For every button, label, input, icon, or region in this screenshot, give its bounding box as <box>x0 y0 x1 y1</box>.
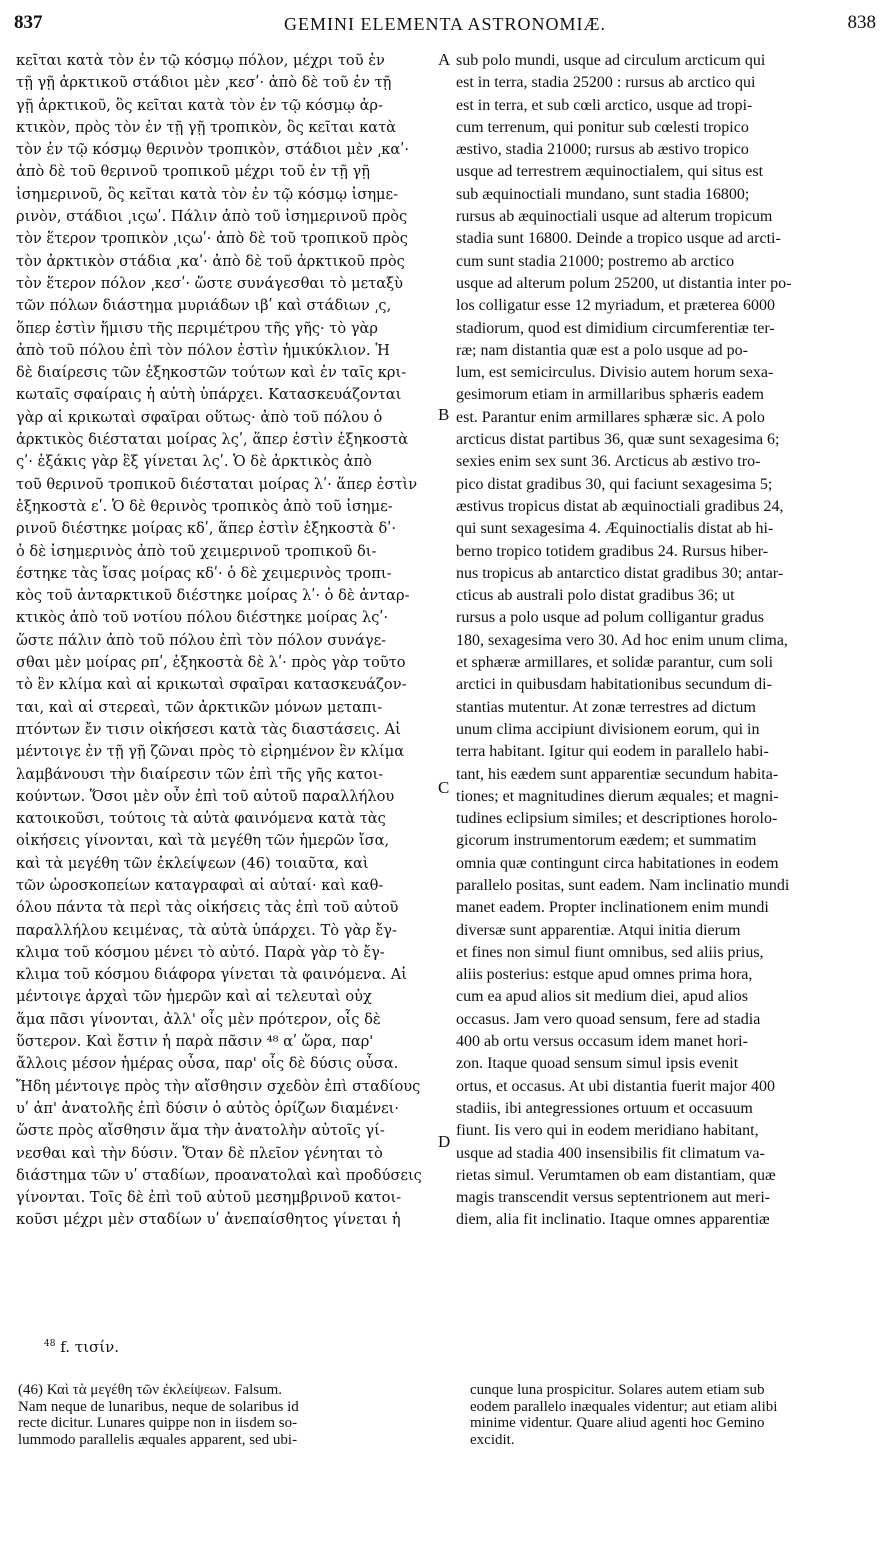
latin-text-line: aliis posterius: estque apud omnes prima hora, <box>456 966 753 984</box>
latin-text-line: zon. Itaque quoad sensum simul ipsis evenit <box>456 1055 739 1073</box>
note-line: (46) Καὶ τὰ μεγέθη τῶν ἐκλείψεων. Falsum. <box>18 1382 283 1398</box>
greek-text-line: κατοικοῦσι, τούτοις τὰ αὐτὰ φαινόμενα κατὰ τὰς <box>16 810 386 828</box>
greek-text-line: ἅμα πᾶσι γίνονται, ἀλλ' οἷς μὲν πρότερον, οἷς δὲ <box>16 1010 381 1028</box>
greek-text-line: όλου πάντα τὰ περὶ τὰς οἰκήσεις τὰς ἐπὶ τοῦ αὐτοῦ <box>16 899 399 917</box>
note-line: cunque luna prospicitur. Solares autem etiam sub <box>470 1382 765 1398</box>
greek-text-line: ὥστε πάλιν ἀπὸ τοῦ πόλου ἐπὶ τὸν πόλον συνάγε- <box>16 631 387 649</box>
greek-text-line: τῶν ὡροσκοπείων καταγραφαὶ αἱ αὐταί· καὶ καθ- <box>16 876 384 894</box>
latin-text-line: stadiis, ibi antegressiones ortuum et occasuum <box>456 1099 753 1117</box>
greek-text-line: διάστημα τῶν υʹ σταδίων, προανατολαὶ καὶ προδύσεις <box>16 1166 422 1184</box>
greek-text-line: Ἤδη μέντοιγε πρὸς τὴν αἴσθησιν σχεδὸν ἐπὶ σταδίους <box>16 1077 421 1095</box>
latin-text-line: nus tropicus ab antarctico distat gradibus 30; antar- <box>456 564 784 582</box>
greek-text-line: ὅπερ ἐστὶν ἥμισυ τῆς περιμέτρου τῆς γῆς· τὸ γὰρ <box>16 319 378 337</box>
greek-text-line: γίνονται. Τοῖς δὲ ἐπὶ τοῦ αὐτοῦ μεσημβρινοῦ κατοι- <box>16 1189 402 1207</box>
running-header <box>14 12 876 38</box>
greek-text-line: κεῖται κατὰ τὸν ἐν τῷ κόσμῳ πόλον, μέχρι τοῦ ἐν <box>16 52 385 69</box>
latin-text-line: æstivo, stadia 21000; rursus ab æstivo tropico <box>456 141 749 159</box>
greek-text-line: ἑξηκοστὰ εʹ. Ὁ δὲ θερινὸς τροπικὸς ἀπὸ τοῦ ἰσημε- <box>16 497 393 515</box>
greek-text-line: κωταῖς σφαίραις ἡ αὐτὴ ὑπάρχει. Κατασκευάζονται <box>16 386 402 404</box>
latin-text-column <box>456 50 876 1232</box>
latin-text-line: arctici in quibusdam habitationibus secundum di- <box>456 676 772 694</box>
latin-text-line: cum ea apud alios sit medium diei, apud alios <box>456 988 748 1006</box>
latin-text-line: et fines non simul fiunt omnibus, sed aliis prius, <box>456 943 764 961</box>
latin-text-line: usque ad stadia 400 insensibilis fit climatum va- <box>456 1144 765 1162</box>
greek-text-line: τὸν ἕτερον πόλον ͵κεσʹ· ὥστε συνάγεσθαι τὸ μεταξὺ <box>16 274 404 292</box>
running-title: GEMINI ELEMENTA ASTRONOMIÆ. <box>283 14 607 34</box>
greek-text-line: τοῦ θερινοῦ τροπικοῦ διέσταται μοίρας λʹ· ἅπερ ἐστὶν <box>16 475 418 493</box>
latin-text-line: usque ad terrestrem æquinoctialem, qui situs est <box>456 163 764 181</box>
latin-text-line: 180, sexagesima vero 30. Ad hoc enim unum clima, <box>456 631 788 649</box>
greek-text-line: τῇ γῇ ἀρκτικοῦ στάδιοι μὲν ͵κεσʹ· ἀπὸ δὲ τοῦ ἐν τῇ <box>16 74 392 92</box>
note-line: Nam neque de lunaribus, neque de solaribus id <box>18 1398 299 1415</box>
latin-text-line: diversæ sunt apparentiæ. Atqui initia dierum <box>456 921 741 939</box>
latin-text-line: est. Parantur enim armillares sphæræ sic. A polo <box>456 408 765 426</box>
greek-text-line: οἰκήσεις γίνονται, καὶ τὰ μεγέθη τῶν ἡμερῶν ἴσα, <box>16 832 390 850</box>
greek-text-line: τὸ ἓν κλίμα καὶ αἱ κρικωταὶ σφαῖραι κατασκευάζον- <box>16 676 407 694</box>
greek-text-line: ἄλλοις μέσον ἡμέρας οὖσα, παρ' οἷς δὲ δύσις οὖσα. <box>16 1055 399 1073</box>
latin-text-line: magis transcendit versus septentrionem aut meri- <box>456 1189 771 1207</box>
greek-text-line: ὁ δὲ ἰσημερινὸς ἀπὸ τοῦ χειμερινοῦ τροπικοῦ δι- <box>16 542 377 560</box>
margin-marker-a: A <box>438 50 451 69</box>
latin-text-line: cticus ab australi polo distat gradibus 36; ut <box>456 587 735 605</box>
greek-text-line: ρινὸν, στάδιοι ͵ιςωʹ. Πάλιν ἀπὸ τοῦ ἰσημερινοῦ πρὸς <box>16 208 408 226</box>
latin-text-line: et sphæræ armillares, et solidæ parantur, cum soli <box>456 654 774 672</box>
greek-text-line: τὸν ἀρκτικὸν στάδια ͵καʹ· ἀπὸ δὲ τοῦ ἀρκτικοῦ πρὸς <box>16 252 405 270</box>
latin-text-line: arcticus distat partibus 36, quæ sunt sexagesima 6; <box>456 431 780 449</box>
latin-text-line: tiones; et magnitudines dierum æquales; et magni- <box>456 787 779 805</box>
latin-text-line: unum clima accipiunt divisionem eorum, qui in <box>456 720 760 738</box>
latin-text-line: qui sunt sexagesima 4. Æquinoctialis distat ab hi- <box>456 520 774 538</box>
note-line: recte dicitur. Lunares quippe non in iisdem so- <box>18 1415 298 1431</box>
greek-text-line: ὕστερον. Καὶ ἔστιν ἡ παρὰ πᾶσιν ⁴⁸ αʹ ὥρα, παρ' <box>16 1033 374 1051</box>
greek-text-line: λαμβάνουσι τὴν διαίρεσιν τῶν ἐπὶ τῆς γῆς κατοι- <box>16 765 384 783</box>
margin-marker-b: B <box>438 405 450 424</box>
latin-text-line: lum, est semicirculus. Divisio autem horum sexa- <box>456 364 774 382</box>
greek-text-line: κλιμα τοῦ κόσμου διάφορα γίνεται τὰ φαινόμενα. Αἱ <box>16 966 408 984</box>
latin-text-line: los colligatur esse 12 myriadum, et præterea 6000 <box>456 297 776 315</box>
footnote-number: 48 <box>44 1339 56 1349</box>
greek-text-line: γῇ ἀρκτικοῦ, ὃς κεῖται κατὰ τὸν ἐν τῷ κόσμῳ ἀρ- <box>16 96 383 114</box>
greek-text-line: παραλλήλου κειμένας, τὰ αὐτὰ ὑπάρχει. Τὸ γὰρ ἔγ- <box>16 921 397 939</box>
latin-text-line: sub polo mundi, usque ad circulum arcticum qui <box>456 52 766 69</box>
note-line: minime videntur. Quare aliud agenti hoc Gemino <box>470 1415 765 1431</box>
latin-text-line: berno tropico totidem gradibus 24. Rursus hiber- <box>456 542 769 560</box>
greek-text-line: κτικὸν, πρὸς τὸν ἐν τῇ γῇ τροπικὸν, ὃς κεῖται κατὰ <box>16 118 397 136</box>
note-line: lummodo parallelis æquales apparent, sed ubi- <box>18 1431 298 1448</box>
latin-text-line: est in terra, et sub cœli arctico, usque ad tropi- <box>456 96 753 114</box>
greek-text-line: υʹ ἀπ' ἀνατολῆς ἐπὶ δύσιν ὁ αὐτὸς ὁρίζων διαμένει· <box>16 1099 399 1117</box>
footnote-48 <box>44 1338 119 1356</box>
page-number-right: 838 <box>847 12 876 33</box>
greek-text-line: σθαι μὲν μοίρας ρπʹ, ἑξηκοστὰ δὲ λʹ· πρὸς γὰρ τοῦτο <box>16 654 406 672</box>
greek-text-line: δὲ διαίρεσις τῶν ἑξηκοστῶν τούτων καὶ ἐν ταῖς κρι- <box>16 364 407 382</box>
latin-text-line: rietas simul. Verumtamen ob eam distantiam, quæ <box>456 1166 776 1184</box>
greek-text-line: κὸς τοῦ ἀνταρκτικοῦ διέστηκε μοίρας λʹ· ὁ δὲ ἀνταρ- <box>16 587 410 605</box>
latin-text-line: cum sunt stadia 21000; postremo ab arctico <box>456 252 735 270</box>
greek-text-line: ἀπὸ δὲ τοῦ θερινοῦ τροπικοῦ μέχρι τοῦ ἐν τῇ γῇ <box>16 163 370 181</box>
latin-text-line: est in terra, stadia 25200 : rursus ab arctico qui <box>456 74 756 92</box>
greek-text-line: κλιμα τοῦ κόσμου μένει τὸ αὐτό. Παρὰ γὰρ τὸ ἔγ- <box>16 943 385 961</box>
latin-text-line: pico distat gradibus 30, qui faciunt sexagesima 5; <box>456 475 773 493</box>
latin-text-line: gesimorum etiam in armillaribus sphæris eadem <box>456 386 764 404</box>
greek-text-line: καὶ τὰ μεγέθη τῶν ἐκλείψεων (46) τοιαῦτα, καὶ <box>16 854 369 872</box>
latin-text-line: occasus. Jam vero quoad sensum, fere ad stadia <box>456 1010 761 1028</box>
greek-text-line: τῶν πόλων διάστημα μυριάδων ιβʹ καὶ στάδιων ͵ς, <box>16 297 392 315</box>
latin-text-line: stadiorum, quod est dimidium circumferentiæ ter- <box>456 319 775 337</box>
latin-text-line: manet eadem. Propter inclinationem enim mundi <box>456 899 769 917</box>
margin-marker-d: D <box>438 1132 451 1151</box>
margin-marker-c: C <box>438 778 450 797</box>
latin-text-line: usque ad alterum polum 25200, ut distantia inter po- <box>456 274 792 292</box>
note-line: eodem parallelo inæquales videntur; aut etiam alibi <box>470 1398 778 1415</box>
latin-text-line: æstivus tropicus distat ab æquinoctiali gradibus 24, <box>456 497 784 515</box>
latin-text-line: ræ; nam distantia quæ est a polo usque ad po- <box>456 341 748 359</box>
latin-text-line: rursus ab æquinoctiali usque ad alterum tropicum <box>456 208 773 226</box>
latin-text-line: stadia sunt 16800. Deinde a tropico usque ad arcti- <box>456 230 781 248</box>
latin-text-line: sub æquinoctiali mundano, sunt stadia 16800; <box>456 185 750 203</box>
note-line: excidit. <box>470 1431 515 1448</box>
greek-text-line: ἀπὸ τοῦ πόλου ἐπὶ τὸν πόλον ἐστὶν ἡμικύκλιον. Ἡ <box>16 341 390 359</box>
latin-text-line: cum terrenum, qui ponitur sub cœlesti tropico <box>456 118 749 136</box>
latin-text-line: tant, his eædem sunt apparentiæ secundum habita- <box>456 765 779 783</box>
greek-text-line: κοῦσι μέχρι μὲν σταδίων υʹ ἀνεπαίσθητος γίνεται ἡ <box>16 1211 401 1229</box>
greek-text-line: ςʹ· ἑξάκις γὰρ ἓξ γίνεται λςʹ. Ὁ δὲ ἀρκτικὸς ἀπὸ <box>16 453 372 471</box>
latin-text-line: diem, alia fit inclinatio. Itaque omnes apparentiæ <box>456 1211 770 1229</box>
page-number-left: 837 <box>14 12 43 33</box>
latin-text-line: stantias mutentur. At zonæ terrestres ad dictum <box>456 698 756 716</box>
footnote-text: f. τισίν. <box>60 1338 119 1356</box>
latin-text-line: sexies enim sex sunt 36. Arcticus ab æstivo tro- <box>456 453 761 471</box>
greek-text-line: κούντων. Ὅσοι μὲν οὖν ἐπὶ τοῦ αὐτοῦ παραλλήλου <box>16 787 395 805</box>
latin-text-line: terra habitant. Igitur qui eodem in parallelo habi- <box>456 743 769 761</box>
greek-text-line: μέντοιγε ἀρχαὶ τῶν ἡμερῶν καὶ αἱ τελευταὶ οὐχ <box>16 988 372 1006</box>
commentary-note-right <box>470 1382 880 1448</box>
latin-text-line: omnia quæ contingunt circa habitationes in eodem <box>456 854 779 872</box>
greek-text-line: πτόντων ἔν τισιν οἰκήσεσι κατὰ τὰς διαστάσεις. Αἱ <box>16 720 401 738</box>
greek-text-line: έστηκε τὰς ἴσας μοίρας κδʹ· ὁ δὲ χειμερινὸς τροπι- <box>16 564 392 582</box>
greek-text-line: ἰσημερινοῦ, ὃς κεῖται κατὰ τὸν ἐν τῷ κόσμῳ ἰσημε- <box>16 185 399 203</box>
latin-text-line: gicorum instrumentorum eædem; et summatim <box>456 832 757 850</box>
greek-text-line: τὸν ἕτερον τροπικὸν ͵ιςωʹ· ἀπὸ δὲ τοῦ τροπικοῦ πρὸς <box>16 230 408 248</box>
greek-text-line: γὰρ αἱ κρικωταὶ σφαῖραι οὕτως· ἀπὸ τοῦ πόλου ὁ <box>16 408 383 426</box>
greek-text-line: μέντοιγε ἐν τῇ γῇ ζῶναι πρὸς τὸ εἰρημένον ἓν κλίμα <box>16 743 405 761</box>
greek-text-column <box>16 50 436 1232</box>
latin-text-line: parallelo positas, sunt eadem. Nam inclinatio mundi <box>456 876 790 894</box>
greek-text-line: κτικὸς ἀπὸ τοῦ νοτίου πόλου διέστηκε μοίρας λςʹ· <box>16 609 389 627</box>
greek-text-line: νεσθαι καὶ τὴν δύσιν. Ὅταν δὲ πλεῖον γένηται τὸ <box>16 1144 383 1162</box>
latin-text-line: fiunt. Iis vero qui in eodem meridiano habitant, <box>456 1122 759 1140</box>
latin-text-line: 400 ab ortu versus occasum idem manet hori- <box>456 1033 748 1051</box>
latin-text-line: rursus a polo usque ad polum colligantur gradus <box>456 609 764 627</box>
latin-text-line: tudines eclipsium similes; et descriptiones horolo- <box>456 810 778 828</box>
greek-text-line: ρινοῦ διέστηκε μοίρας κδʹ, ἅπερ ἐστὶν ἑξηκοστὰ δʹ· <box>16 520 396 538</box>
greek-text-line: τὸν ἐν τῷ κόσμῳ θερινὸν τροπικὸν, στάδιοι μὲν ͵καʹ· <box>16 141 409 159</box>
greek-text-line: ἀρκτικὸς διέσταται μοίρας λςʹ, ἅπερ ἐστὶν ἑξηκοστὰ <box>16 431 409 449</box>
greek-text-line: ὥστε πρὸς αἴσθησιν ἅμα τὴν ἀνατολὴν αὐτοῖς γί- <box>16 1122 385 1140</box>
greek-text-line: ται, καὶ αἱ στερεαὶ, τῶν ἀρκτικῶν μόνων μεταπι- <box>16 698 383 716</box>
latin-text-line: ortus, et occasus. At ubi distantia fuerit major 400 <box>456 1077 776 1095</box>
commentary-note-left <box>18 1382 438 1448</box>
